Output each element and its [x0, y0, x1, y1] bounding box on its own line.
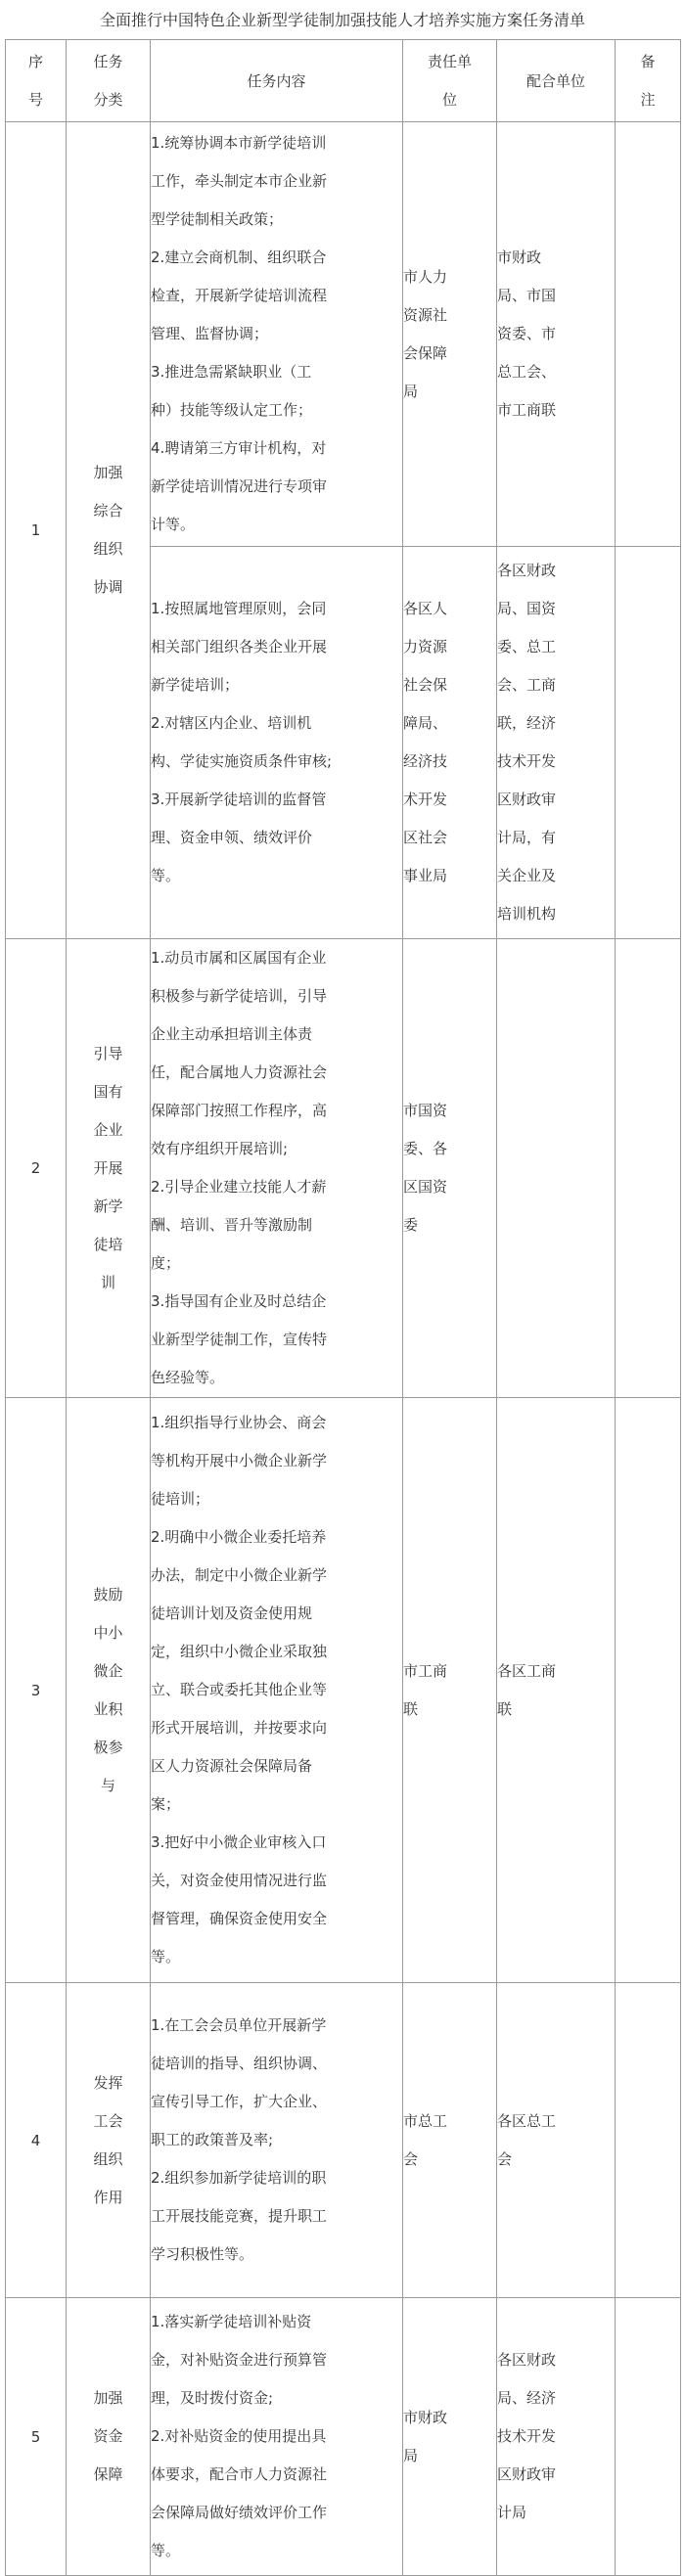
table-row — [6, 122, 681, 547]
task-content: 1.按照属地管理原则，会同 相关部门组织各类企业开展 新学徒培训； 2.对辖区内企业、培训机 构、学徒实施资质条件审核; 3.开展新学徒培训的监督管 理、资金申领、绩效评价 等。 — [151, 547, 403, 939]
task-content: 1.在工会会员单位开展新学 徒培训的指导、组织协调、 宣传引导工作，扩大企业、 职工的政策普及率; 2.组织参加新学徒培训的职 工开展技能竞赛，提升职工 学习积极性等。 — [151, 1983, 403, 2298]
table-row — [6, 939, 681, 1398]
row-category: 发挥 工会 组织 作用 — [67, 1983, 151, 2298]
header-seq: 序 号 — [6, 40, 67, 122]
cooperating-unit: 各区工商 联 — [497, 1398, 616, 1983]
cooperating-unit — [497, 939, 616, 1398]
row-category: 引导 国有 企业 开展 新学 徒培 训 — [67, 939, 151, 1398]
row-category: 加强 综合 组织 协调 — [67, 122, 151, 939]
row-seq: 4 — [6, 1983, 67, 2298]
remarks-cell — [616, 2298, 681, 2576]
remarks-cell — [616, 547, 681, 939]
task-list-table — [5, 39, 681, 2576]
row-category: 鼓励 中小 微企 业积 极参 与 — [67, 1398, 151, 1983]
task-content: 1.动员市属和区属国有企业 积极参与新学徒培训，引导 企业主动承担培训主体责 任，配合属地人力资源社会 保障部门按照工作程序，高 效有序组织开展培训; 2.引导企业建立技能人才薪 酬、培训、晋升等激励制 度； 3.指导国有企业及时总结企 业新型学徒制工作，宣传特 色经验等。 — [151, 939, 403, 1398]
responsible-unit: 市国资 委、各 区国资 委 — [403, 939, 497, 1398]
document-title: 全面推行中国特色企业新型学徒制加强技能人才培养实施方案任务清单 — [99, 11, 585, 29]
table-row — [6, 2298, 681, 2576]
row-seq: 2 — [6, 939, 67, 1398]
header-category: 任务 分类 — [67, 40, 151, 122]
task-content: 1.落实新学徒培训补贴资 金，对补贴资金进行预算管 理，及时拨付资金; 2.对补贴资金的使用提出具 体要求，配合市人力资源社 会保障局做好绩效评价工作 等。 — [151, 2298, 403, 2576]
cooperating-unit: 各区财政 局、国资 委、总工 会、工商 联，经济 技术开发 区财政审 计局，有 关企业及 培训机构 — [497, 547, 616, 939]
remarks-cell — [616, 1398, 681, 1983]
remarks-cell — [616, 1983, 681, 2298]
responsible-unit: 市总工 会 — [403, 1983, 497, 2298]
cooperating-unit: 各区总工 会 — [497, 1983, 616, 2298]
responsible-unit: 市工商 联 — [403, 1398, 497, 1983]
row-category: 加强 资金 保障 — [67, 2298, 151, 2576]
row-seq: 1 — [6, 122, 67, 939]
task-content: 1.统筹协调本市新学徒培训 工作，牵头制定本市企业新 型学徒制相关政策； 2.建立会商机制、组织联合 检查，开展新学徒培训流程 管理、监督协调； 3.推进急需紧缺职业（工 种）技能等级认定工作； 4.聘请第三方审计机构，对 新学徒培训情况进行专项审 计等。 — [151, 122, 403, 547]
header-remarks: 备 注 — [616, 40, 681, 122]
table-row — [6, 1983, 681, 2298]
responsible-unit: 各区人 力资源 社会保 障局、 经济技 术开发 区社会 事业局 — [403, 547, 497, 939]
header-cooperating: 配合单位 — [497, 40, 616, 122]
cooperating-unit: 市财政 局、市国 资委、市 总工会、 市工商联 — [497, 122, 616, 547]
row-seq: 3 — [6, 1398, 67, 1983]
cooperating-unit: 各区财政 局、经济 技术开发 区财政审 计局 — [497, 2298, 616, 2576]
row-seq: 5 — [6, 2298, 67, 2576]
responsible-unit: 市财政 局 — [403, 2298, 497, 2576]
table-row — [6, 1398, 681, 1983]
header-content: 任务内容 — [151, 40, 403, 122]
responsible-unit: 市人力 资源社 会保障 局 — [403, 122, 497, 547]
header-responsible: 责任单 位 — [403, 40, 497, 122]
remarks-cell — [616, 939, 681, 1398]
table-header-row — [6, 40, 681, 122]
task-content: 1.组织指导行业协会、商会 等机构开展中小微企业新学 徒培训； 2.明确中小微企业委托培养 办法，制定中小微企业新学 徒培训计划及资金使用规 定，组织中小微企业采取独 立、联合或委托其他企业等 形式开展培训，并按要求向 区人力资源社会保障局备 案； 3.把好中小微企业审核入口 关，对资金使用情况进行监 督管理，确保资金使用安全 等。 — [151, 1398, 403, 1983]
remarks-cell — [616, 122, 681, 547]
